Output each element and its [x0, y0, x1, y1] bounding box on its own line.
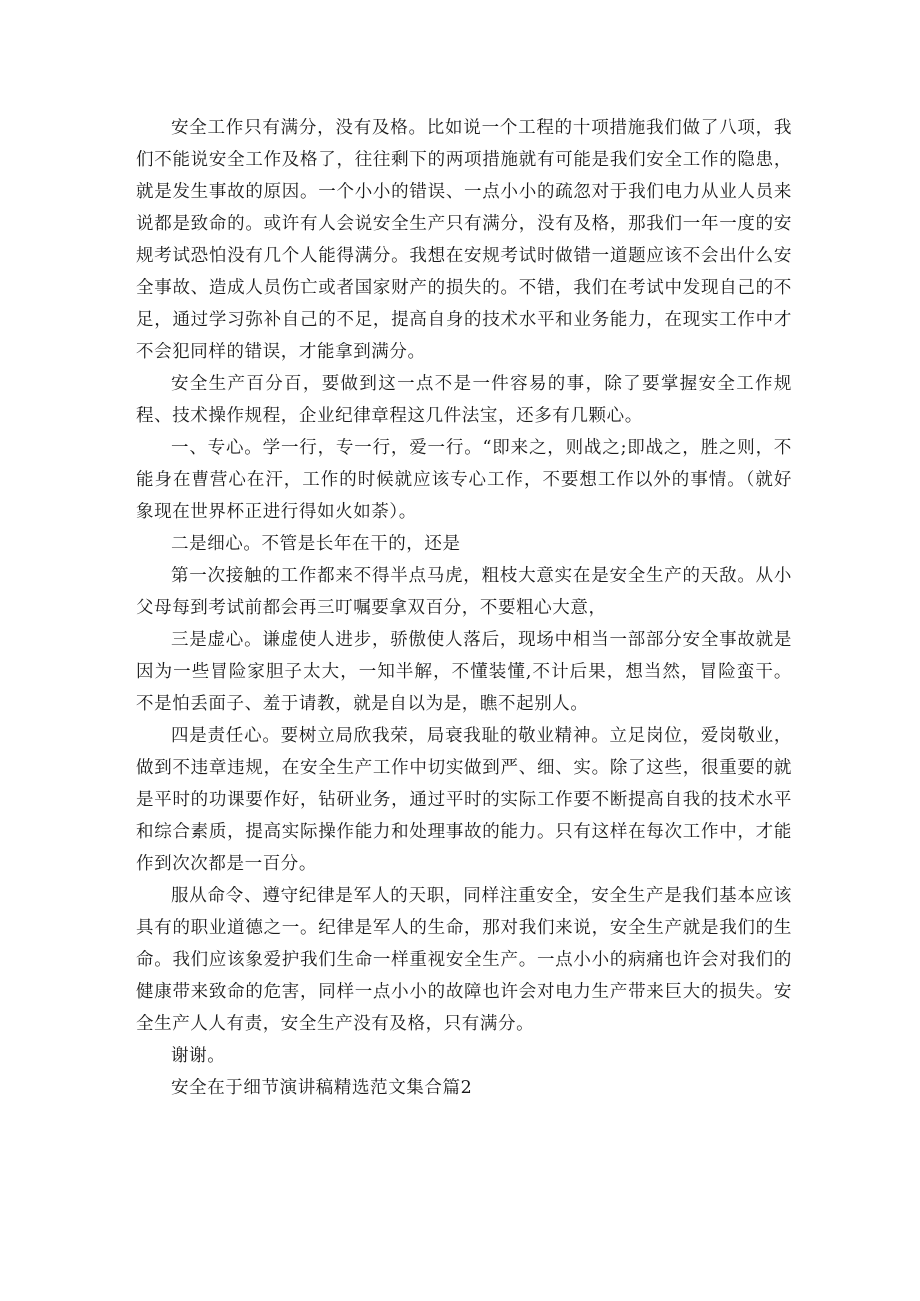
- paragraph-focus: 一、专心。学一行，专一行，爱一行。“即来之，则战之;即战之，胜之则，不能身在曹营心在汗，工作的时候就应该专心工作，不要想工作以外的事情。（就好象现在世界杯正进行得如火如荼）。: [136, 438, 792, 522]
- paragraph-discipline: 服从命令、遵守纪律是军人的天职，同样注重安全，安全生产是我们基本应该具有的职业道德之一。纪律是军人的生命，那对我们来说，安全生产就是我们的生命。我们应该象爱护我们生命一样重视安全生产。一点小小的病痛也许会对我们的健康带来致命的危害，同样一点小小的故障也许会对电力生产带来巨大的损失。安全生产人人有责，安全生产没有及格，只有满分。: [136, 886, 792, 1034]
- paragraph-careful: 第一次接触的工作都来不得半点马虎，粗枝大意实在是安全生产的天敌。从小父母每到考试前都会再三叮嘱要拿双百分，不要粗心大意，: [136, 566, 792, 618]
- paragraph-humble: 三是虚心。谦虚使人进步，骄傲使人落后，现场中相当一部部分安全事故就是因为一些冒险家胆子太大，一知半解，不懂装懂,不计后果，想当然，冒险蛮干。不是怕丢面子、羞于请教，就是自以为是，瞧不起别人。: [136, 630, 792, 714]
- paragraph-full-marks: 安全工作只有满分，没有及格。比如说一个工程的十项措施我们做了八项，我们不能说安全工作及格了，往往剩下的两项措施就有可能是我们安全工作的隐患，就是发生事故的原因。一个小小的错误、一点小小的疏忽对于我们电力从业人员来说都是致命的。或许有人会说安全生产只有满分，没有及格，那我们一年一度的安规考试恐怕没有几个人能得满分。我想在安规考试时做错一道题应该不会出什么安全事故、造成人员伤亡或者国家财产的损失的。不错，我们在考试中发现自己的不足，通过学习弥补自己的不足，提高自身的技术水平和业务能力，在现实工作中才不会犯同样的错误，才能拿到满分。: [136, 118, 792, 362]
- document-body: [136, 112, 792, 1104]
- paragraph-hundred-percent: 安全生产百分百，要做到这一点不是一件容易的事，除了要掌握安全工作规程、技术操作规程，企业纪律章程这几件法宝，还多有几颗心。: [136, 374, 792, 426]
- paragraph-next-title: 安全在于细节演讲稿精选范文集合篇2: [171, 1078, 473, 1098]
- paragraph-thanks: 谢谢。: [171, 1046, 226, 1066]
- paragraph-careful-intro: 二是细心。不管是长年在干的，还是: [171, 534, 461, 554]
- paragraph-responsibility: 四是责任心。要树立局欣我荣，局衰我耻的敬业精神。立足岗位，爱岗敬业，做到不违章违规，在安全生产工作中切实做到严、细、实。除了这些，很重要的就是平时的功课要作好，钻研业务，通过平时的实际工作要不断提高自我的技术水平和综合素质，提高实际操作能力和处理事故的能力。只有这样在每次工作中，才能作到次次都是一百分。: [136, 726, 792, 874]
